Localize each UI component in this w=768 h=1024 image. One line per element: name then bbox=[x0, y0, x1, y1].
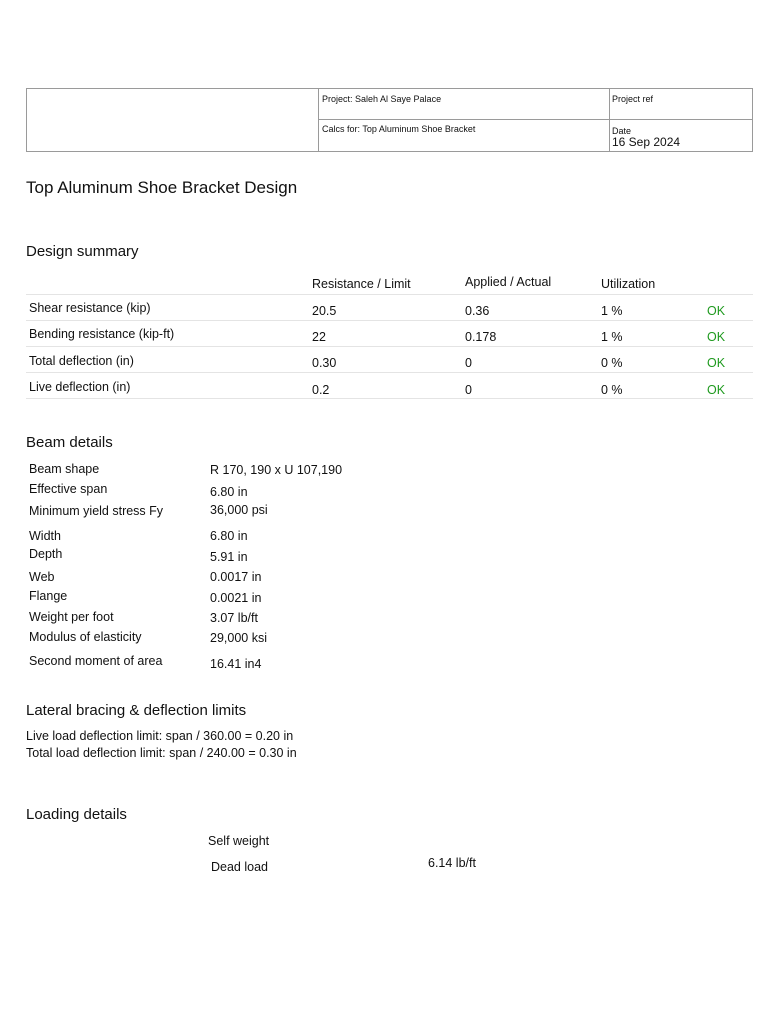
summary-row-limit: 0.30 bbox=[312, 356, 337, 370]
summary-row-utilization: 1 % bbox=[601, 330, 623, 344]
summary-row-label: Live deflection (in) bbox=[29, 380, 131, 394]
summary-row-label: Bending resistance (kip-ft) bbox=[29, 327, 175, 341]
summary-row-utilization: 0 % bbox=[601, 383, 623, 397]
calc-header bbox=[26, 88, 753, 152]
column-header-actual: Applied / Actual bbox=[465, 275, 552, 289]
beam-row-value: 3.07 lb/ft bbox=[210, 611, 258, 625]
summary-row-limit: 22 bbox=[312, 330, 326, 344]
summary-row-utilization: 1 % bbox=[601, 304, 623, 318]
calcs-for-label: Calcs for: Top Aluminum Shoe Bracket bbox=[322, 124, 476, 134]
status-badge: OK bbox=[707, 304, 726, 318]
summary-row-actual: 0.178 bbox=[465, 330, 497, 344]
beam-row-value: 36,000 psi bbox=[210, 503, 268, 517]
beam-row-label: Weight per foot bbox=[29, 610, 114, 624]
beam-row-label: Flange bbox=[29, 589, 68, 603]
project-ref-label: Project ref bbox=[612, 94, 654, 104]
summary-row-actual: 0 bbox=[465, 383, 472, 397]
row-divider bbox=[26, 372, 753, 373]
row-divider bbox=[26, 398, 753, 399]
project-label: Project: Saleh Al Saye Palace bbox=[322, 94, 442, 104]
beam-row-label: Modulus of elasticity bbox=[29, 630, 142, 644]
bracing-heading: Lateral bracing & deflection limits bbox=[26, 702, 247, 719]
date-value: 16 Sep 2024 bbox=[612, 135, 681, 149]
page-title: Top Aluminum Shoe Bracket Design bbox=[26, 178, 298, 197]
beam-row-label: Minimum yield stress Fy bbox=[29, 504, 164, 518]
summary-row-limit: 0.2 bbox=[312, 383, 330, 397]
summary-row-utilization: 0 % bbox=[601, 356, 623, 370]
beam-row-label: Effective span bbox=[29, 482, 108, 496]
loading-heading: Loading details bbox=[26, 806, 127, 823]
beam-row-label: Web bbox=[29, 570, 55, 584]
beam-details-heading: Beam details bbox=[26, 434, 113, 451]
beam-row-value: 6.80 in bbox=[210, 485, 248, 499]
header-divider bbox=[609, 89, 610, 151]
beam-row-value: 16.41 in4 bbox=[210, 657, 262, 671]
beam-row-value: 29,000 ksi bbox=[210, 631, 267, 645]
dead-load-label: Dead load bbox=[211, 860, 268, 874]
total-deflection-limit: Total load deflection limit: span / 240.00 = 0.30 in bbox=[26, 746, 297, 760]
summary-row-actual: 0.36 bbox=[465, 304, 490, 318]
column-header-limit: Resistance / Limit bbox=[312, 277, 411, 291]
row-divider bbox=[26, 346, 753, 347]
status-badge: OK bbox=[707, 356, 726, 370]
summary-row-label: Shear resistance (kip) bbox=[29, 301, 151, 315]
header-divider bbox=[318, 119, 752, 120]
status-badge: OK bbox=[707, 330, 726, 344]
column-header-utilization: Utilization bbox=[601, 277, 656, 291]
beam-row-label: Width bbox=[29, 529, 61, 543]
beam-row-value: 5.91 in bbox=[210, 550, 248, 564]
status-badge: OK bbox=[707, 383, 726, 397]
live-deflection-limit: Live load deflection limit: span / 360.00 = 0.20 in bbox=[26, 729, 294, 743]
header-divider bbox=[318, 89, 319, 151]
design-summary-heading: Design summary bbox=[26, 243, 139, 260]
date-label: Date bbox=[612, 126, 632, 136]
summary-row-label: Total deflection (in) bbox=[29, 354, 134, 368]
row-divider bbox=[26, 320, 753, 321]
row-divider bbox=[26, 294, 753, 295]
beam-row-value: 0.0021 in bbox=[210, 591, 262, 605]
beam-row-value: R 170, 190 x U 107,190 bbox=[210, 463, 343, 477]
beam-row-value: 6.80 in bbox=[210, 529, 248, 543]
beam-row-label: Beam shape bbox=[29, 462, 100, 476]
summary-row-limit: 20.5 bbox=[312, 304, 337, 318]
beam-row-label: Depth bbox=[29, 547, 63, 561]
self-weight-label: Self weight bbox=[208, 834, 270, 848]
beam-row-value: 0.0017 in bbox=[210, 570, 262, 584]
summary-row-actual: 0 bbox=[465, 356, 472, 370]
dead-load-value: 6.14 lb/ft bbox=[428, 856, 476, 870]
beam-row-label: Second moment of area bbox=[29, 654, 163, 668]
